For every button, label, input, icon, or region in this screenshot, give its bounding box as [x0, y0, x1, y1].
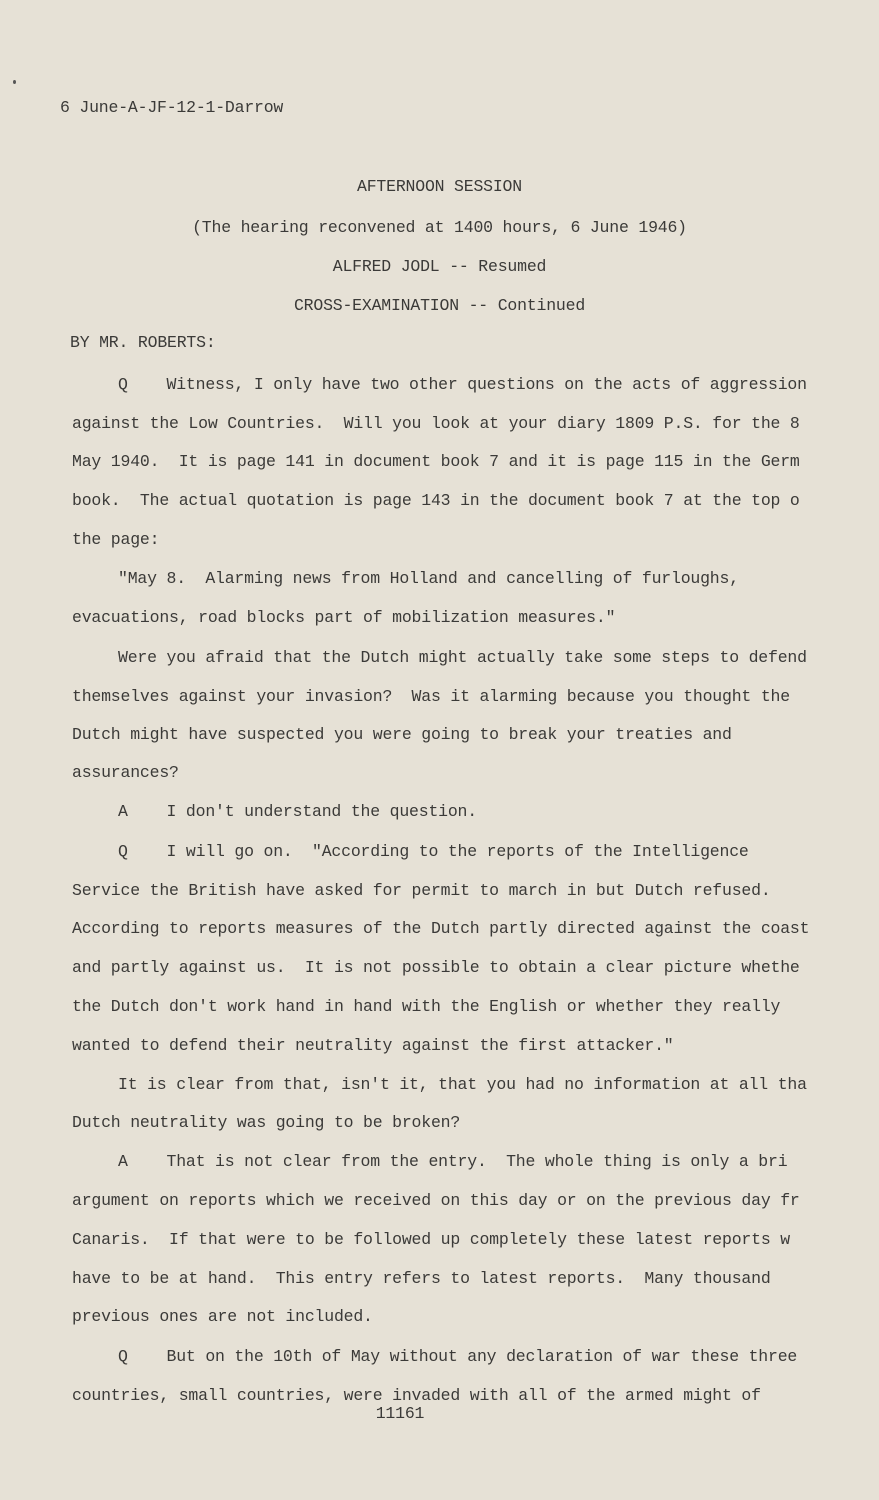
transcript-line: book. The actual quotation is page 143 in the document book 7 at the top o: [72, 491, 800, 510]
transcript-line: the Dutch don't work hand in hand with the English or whether they really: [72, 997, 781, 1016]
transcript-line: "May 8. Alarming news from Holland and cancelling of furloughs,: [118, 569, 739, 588]
transcript-line: Dutch neutrality was going to be broken?: [72, 1113, 461, 1132]
transcript-line: argument on reports which we received on this day or on the previous day fr: [72, 1191, 800, 1210]
transcript-line: wanted to defend their neutrality against the first attacker.": [72, 1036, 674, 1055]
transcript-line: Q I will go on. "According to the reports of the Intelligence: [118, 842, 749, 861]
transcript-line: Q But on the 10th of May without any declaration of war these three: [118, 1347, 798, 1366]
transcript-line: have to be at hand. This entry refers to latest reports. Many thousand: [72, 1269, 771, 1288]
transcript-line: countries, small countries, were invaded with all of the armed might of: [72, 1386, 761, 1405]
page-number: 11161: [375, 1404, 425, 1423]
examiner-line: BY MR. ROBERTS:: [70, 333, 216, 352]
transcript-line: A I don't understand the question.: [118, 802, 477, 821]
session-title: AFTERNOON SESSION: [357, 177, 522, 196]
transcript-line: Service the British have asked for permit to march in but Dutch refused.: [72, 881, 771, 900]
transcript-line: and partly against us. It is not possible to obtain a clear picture whethe: [72, 958, 800, 977]
exam-heading: CROSS-EXAMINATION -- Continued: [293, 296, 586, 315]
transcript-line: It is clear from that, isn't it, that you had no information at all tha: [118, 1075, 807, 1094]
reconvened-note: (The hearing reconvened at 1400 hours, 6 June 1946): [192, 218, 687, 237]
transcript-line: the page:: [72, 530, 160, 549]
transcript-line: themselves against your invasion? Was it alarming because you thought the: [72, 687, 790, 706]
transcript-line: A That is not clear from the entry. The whole thing is only a bri: [118, 1152, 788, 1171]
document-header: 6 June-A-JF-12-1-Darrow: [60, 98, 284, 117]
transcript-line: previous ones are not included.: [72, 1307, 373, 1326]
ink-speck: [13, 80, 16, 84]
transcript-line: Canaris. If that were to be followed up completely these latest reports w: [72, 1230, 790, 1249]
transcript-line: According to reports measures of the Dutch partly directed against the coast: [72, 919, 810, 938]
transcript-line: assurances?: [72, 763, 179, 782]
transcript-line: May 1940. It is page 141 in document book 7 and it is page 115 in the Germ: [72, 452, 800, 471]
transcript-line: evacuations, road blocks part of mobilization measures.": [72, 608, 616, 627]
transcript-line: against the Low Countries. Will you look at your diary 1809 P.S. for the 8: [72, 414, 800, 433]
witness-line: ALFRED JODL -- Resumed: [332, 257, 547, 276]
transcript-line: Dutch might have suspected you were going to break your treaties and: [72, 725, 732, 744]
transcript-line: Q Witness, I only have two other questions on the acts of aggression: [118, 375, 807, 394]
transcript-line: Were you afraid that the Dutch might actually take some steps to defend: [118, 648, 807, 667]
